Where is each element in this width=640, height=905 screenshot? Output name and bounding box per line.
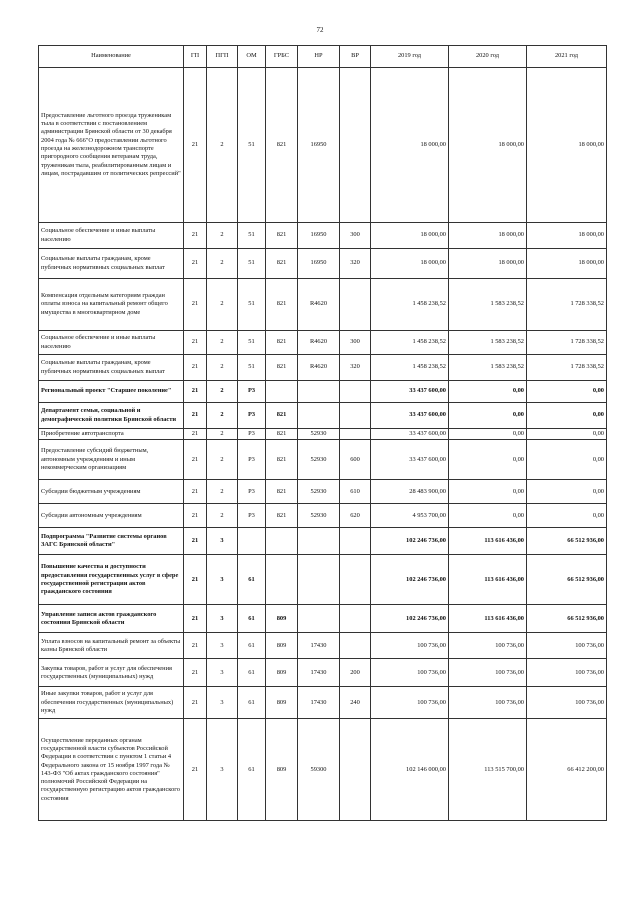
cell-2020: 18 000,00 xyxy=(449,249,527,279)
cell-grbs: 821 xyxy=(266,249,298,279)
cell-2020: 113 616 436,00 xyxy=(449,528,527,555)
cell-nr: 59300 xyxy=(298,719,340,821)
cell-vr xyxy=(340,555,371,605)
cell-om: 61 xyxy=(238,687,266,719)
cell-grbs: 821 xyxy=(266,440,298,480)
cell-pgp: 2 xyxy=(207,68,238,223)
cell-vr xyxy=(340,403,371,429)
header-pgp: ПГП xyxy=(207,46,238,68)
cell-om: 51 xyxy=(238,223,266,249)
cell-vr: 200 xyxy=(340,659,371,687)
cell-grbs: 821 xyxy=(266,223,298,249)
cell-vr xyxy=(340,429,371,440)
cell-nr xyxy=(298,555,340,605)
cell-grbs: 809 xyxy=(266,605,298,633)
cell-2021: 0,00 xyxy=(527,504,607,528)
table-row xyxy=(39,355,607,381)
cell-name: Осуществление переданных органам государственной власти субъектов Российской Федерации в соответствии с пунктом 1 статьи 4 Федерального закона от 15 ноября 1997 года № 143-ФЗ "Об актах гражданского состояния" полномочий Российской Федерации на государственную регистрацию актов гражданского состояния xyxy=(39,719,184,821)
cell-gp: 21 xyxy=(184,633,207,659)
cell-nr: 16950 xyxy=(298,223,340,249)
cell-name: Предоставление субсидий бюджетным, автономным учреждениям и иным некоммерческим организациям xyxy=(39,440,184,480)
cell-name: Управление записи актов гражданского состояния Брянской области xyxy=(39,605,184,633)
cell-pgp: 2 xyxy=(207,440,238,480)
cell-2019: 1 458 238,52 xyxy=(371,331,449,355)
cell-2021: 66 512 936,00 xyxy=(527,605,607,633)
cell-2020: 0,00 xyxy=(449,504,527,528)
cell-2019: 102 246 736,00 xyxy=(371,528,449,555)
cell-name: Приобретение автотранспорта xyxy=(39,429,184,440)
cell-2019: 100 736,00 xyxy=(371,659,449,687)
table-row xyxy=(39,480,607,504)
cell-vr xyxy=(340,68,371,223)
cell-2019: 28 483 900,00 xyxy=(371,480,449,504)
table-body xyxy=(39,68,607,821)
cell-nr: 17430 xyxy=(298,633,340,659)
budget-table xyxy=(38,45,607,821)
cell-vr: 240 xyxy=(340,687,371,719)
header-2019: 2019 год xyxy=(371,46,449,68)
cell-om: 61 xyxy=(238,719,266,821)
page-number: 72 xyxy=(316,26,324,34)
cell-vr: 600 xyxy=(340,440,371,480)
cell-nr: 16950 xyxy=(298,249,340,279)
cell-2019: 1 458 238,52 xyxy=(371,279,449,331)
table-row xyxy=(39,687,607,719)
cell-vr: 320 xyxy=(340,355,371,381)
header-vr: ВР xyxy=(340,46,371,68)
cell-pgp: 3 xyxy=(207,719,238,821)
cell-om: P3 xyxy=(238,403,266,429)
cell-name: Компенсация отдельным категориям граждан оплаты взноса на капитальный ремонт общего имущества в многоквартирном доме xyxy=(39,279,184,331)
cell-name: Иные закупки товаров, работ и услуг для обеспечения государственных (муниципальных) нужд xyxy=(39,687,184,719)
cell-2020: 100 736,00 xyxy=(449,659,527,687)
cell-gp: 21 xyxy=(184,223,207,249)
cell-vr xyxy=(340,528,371,555)
cell-name: Закупка товаров, работ и услуг для обеспечения государственных (муниципальных) нужд xyxy=(39,659,184,687)
cell-gp: 21 xyxy=(184,719,207,821)
cell-nr: R4620 xyxy=(298,355,340,381)
cell-gp: 21 xyxy=(184,68,207,223)
cell-pgp: 3 xyxy=(207,528,238,555)
cell-om: P3 xyxy=(238,440,266,480)
cell-pgp: 2 xyxy=(207,504,238,528)
cell-2021: 66 412 200,00 xyxy=(527,719,607,821)
cell-2020: 100 736,00 xyxy=(449,633,527,659)
cell-grbs xyxy=(266,528,298,555)
cell-nr xyxy=(298,605,340,633)
cell-gp: 21 xyxy=(184,249,207,279)
cell-om: P3 xyxy=(238,504,266,528)
cell-gp: 21 xyxy=(184,528,207,555)
cell-pgp: 3 xyxy=(207,633,238,659)
cell-2019: 100 736,00 xyxy=(371,687,449,719)
cell-om: P3 xyxy=(238,429,266,440)
header-grbs: ГРБС xyxy=(266,46,298,68)
cell-grbs: 821 xyxy=(266,279,298,331)
cell-gp: 21 xyxy=(184,555,207,605)
cell-2019: 102 146 000,00 xyxy=(371,719,449,821)
cell-2020: 0,00 xyxy=(449,403,527,429)
cell-om: 51 xyxy=(238,68,266,223)
table-row xyxy=(39,279,607,331)
cell-2020: 0,00 xyxy=(449,381,527,403)
cell-pgp: 2 xyxy=(207,331,238,355)
table-row xyxy=(39,403,607,429)
header-nr: НР xyxy=(298,46,340,68)
table-row xyxy=(39,381,607,403)
cell-nr: R4620 xyxy=(298,279,340,331)
cell-2021: 1 728 338,52 xyxy=(527,355,607,381)
cell-grbs: 809 xyxy=(266,719,298,821)
cell-vr: 620 xyxy=(340,504,371,528)
cell-grbs: 821 xyxy=(266,403,298,429)
cell-pgp: 2 xyxy=(207,279,238,331)
cell-nr: 52930 xyxy=(298,429,340,440)
cell-gp: 21 xyxy=(184,403,207,429)
table-row xyxy=(39,440,607,480)
cell-gp: 21 xyxy=(184,440,207,480)
cell-pgp: 3 xyxy=(207,687,238,719)
cell-2021: 18 000,00 xyxy=(527,249,607,279)
cell-gp: 21 xyxy=(184,480,207,504)
cell-om: 61 xyxy=(238,633,266,659)
cell-2020: 0,00 xyxy=(449,429,527,440)
header-name: Наименование xyxy=(39,46,184,68)
cell-nr: 52930 xyxy=(298,480,340,504)
cell-2019: 33 437 600,00 xyxy=(371,429,449,440)
cell-grbs: 821 xyxy=(266,429,298,440)
cell-gp: 21 xyxy=(184,605,207,633)
table-row xyxy=(39,659,607,687)
cell-nr: 17430 xyxy=(298,687,340,719)
cell-2021: 0,00 xyxy=(527,440,607,480)
cell-vr: 320 xyxy=(340,249,371,279)
cell-2019: 33 437 600,00 xyxy=(371,381,449,403)
cell-2020: 113 616 436,00 xyxy=(449,555,527,605)
cell-2019: 18 000,00 xyxy=(371,223,449,249)
cell-om: 61 xyxy=(238,555,266,605)
cell-gp: 21 xyxy=(184,279,207,331)
cell-2019: 1 458 238,52 xyxy=(371,355,449,381)
table-row xyxy=(39,555,607,605)
cell-name: Подпрограмма "Развитие системы органов ЗАГС Брянской области" xyxy=(39,528,184,555)
cell-name: Социальное обеспечение и иные выплаты населению xyxy=(39,331,184,355)
cell-pgp: 2 xyxy=(207,249,238,279)
cell-name: Социальное обеспечение и иные выплаты населению xyxy=(39,223,184,249)
cell-nr: 16950 xyxy=(298,68,340,223)
table-row xyxy=(39,504,607,528)
table-row xyxy=(39,633,607,659)
cell-name: Социальные выплаты гражданам, кроме публичных нормативных социальных выплат xyxy=(39,355,184,381)
cell-gp: 21 xyxy=(184,429,207,440)
cell-vr xyxy=(340,719,371,821)
cell-2020: 1 583 238,52 xyxy=(449,331,527,355)
cell-2019: 4 953 700,00 xyxy=(371,504,449,528)
table-row xyxy=(39,249,607,279)
cell-gp: 21 xyxy=(184,355,207,381)
cell-pgp: 3 xyxy=(207,605,238,633)
cell-vr xyxy=(340,381,371,403)
cell-2021: 100 736,00 xyxy=(527,659,607,687)
table-row xyxy=(39,68,607,223)
cell-2020: 1 583 238,52 xyxy=(449,279,527,331)
cell-grbs: 809 xyxy=(266,687,298,719)
cell-vr xyxy=(340,605,371,633)
cell-2021: 18 000,00 xyxy=(527,68,607,223)
cell-grbs: 809 xyxy=(266,659,298,687)
cell-om: 51 xyxy=(238,279,266,331)
cell-2020: 0,00 xyxy=(449,440,527,480)
cell-2021: 66 512 936,00 xyxy=(527,555,607,605)
cell-om: 61 xyxy=(238,659,266,687)
cell-nr: 17430 xyxy=(298,659,340,687)
cell-pgp: 2 xyxy=(207,429,238,440)
cell-2019: 18 000,00 xyxy=(371,249,449,279)
cell-pgp: 2 xyxy=(207,403,238,429)
cell-pgp: 2 xyxy=(207,480,238,504)
cell-2020: 18 000,00 xyxy=(449,68,527,223)
cell-name: Предоставление льготного проезда труженикам тыла в соответствии с постановлением администрации Брянской области от 30 декабря 2004 года № 666"О предоставлении льготного проезда на железнодорожном транспорте пригородного сообщения ветеранам труда, труженикам тыла, реабилитированным лицам и лицам, пострадавшим от политических репрессий" xyxy=(39,68,184,223)
cell-nr xyxy=(298,528,340,555)
cell-grbs: 821 xyxy=(266,480,298,504)
cell-vr xyxy=(340,279,371,331)
cell-nr xyxy=(298,403,340,429)
cell-2019: 102 246 736,00 xyxy=(371,555,449,605)
table-row xyxy=(39,429,607,440)
cell-2020: 100 736,00 xyxy=(449,687,527,719)
cell-gp: 21 xyxy=(184,331,207,355)
table-row xyxy=(39,223,607,249)
cell-nr: R4620 xyxy=(298,331,340,355)
cell-om: 51 xyxy=(238,331,266,355)
cell-pgp: 2 xyxy=(207,381,238,403)
cell-2021: 0,00 xyxy=(527,403,607,429)
header-om: ОМ xyxy=(238,46,266,68)
cell-nr: 52930 xyxy=(298,504,340,528)
header-row xyxy=(39,46,607,68)
cell-gp: 21 xyxy=(184,504,207,528)
cell-2021: 0,00 xyxy=(527,429,607,440)
header-gp: ГП xyxy=(184,46,207,68)
cell-2021: 100 736,00 xyxy=(527,633,607,659)
cell-pgp: 3 xyxy=(207,659,238,687)
cell-om: P3 xyxy=(238,381,266,403)
cell-grbs xyxy=(266,555,298,605)
cell-2020: 18 000,00 xyxy=(449,223,527,249)
table-row xyxy=(39,331,607,355)
cell-2021: 18 000,00 xyxy=(527,223,607,249)
cell-om: 61 xyxy=(238,605,266,633)
cell-2020: 0,00 xyxy=(449,480,527,504)
cell-name: Департамент семьи, социальной и демографической политики Брянской области xyxy=(39,403,184,429)
cell-2021: 1 728 338,52 xyxy=(527,279,607,331)
cell-nr xyxy=(298,381,340,403)
cell-grbs xyxy=(266,381,298,403)
cell-2021: 100 736,00 xyxy=(527,687,607,719)
cell-2021: 0,00 xyxy=(527,381,607,403)
cell-gp: 21 xyxy=(184,381,207,403)
cell-vr xyxy=(340,633,371,659)
cell-grbs: 821 xyxy=(266,504,298,528)
cell-vr: 610 xyxy=(340,480,371,504)
cell-pgp: 2 xyxy=(207,355,238,381)
cell-pgp: 2 xyxy=(207,223,238,249)
cell-2020: 1 583 238,52 xyxy=(449,355,527,381)
cell-2019: 33 437 600,00 xyxy=(371,440,449,480)
table-row xyxy=(39,528,607,555)
cell-grbs: 821 xyxy=(266,355,298,381)
cell-gp: 21 xyxy=(184,687,207,719)
cell-om: 51 xyxy=(238,249,266,279)
table-row xyxy=(39,605,607,633)
cell-name: Уплата взносов на капитальный ремонт за объекты казны Брянской области xyxy=(39,633,184,659)
header-2021: 2021 год xyxy=(527,46,607,68)
cell-2020: 113 515 700,00 xyxy=(449,719,527,821)
cell-name: Повышение качества и доступности предоставления государственных услуг в сфере государственной регистрации актов гражданского состояния xyxy=(39,555,184,605)
cell-om: P3 xyxy=(238,480,266,504)
cell-grbs: 809 xyxy=(266,633,298,659)
cell-grbs: 821 xyxy=(266,68,298,223)
cell-name: Региональный проект "Старшее поколение" xyxy=(39,381,184,403)
cell-2019: 102 246 736,00 xyxy=(371,605,449,633)
cell-om: 51 xyxy=(238,355,266,381)
cell-vr: 300 xyxy=(340,223,371,249)
cell-2019: 18 000,00 xyxy=(371,68,449,223)
cell-2021: 1 728 338,52 xyxy=(527,331,607,355)
cell-name: Социальные выплаты гражданам, кроме публичных нормативных социальных выплат xyxy=(39,249,184,279)
cell-gp: 21 xyxy=(184,659,207,687)
cell-vr: 300 xyxy=(340,331,371,355)
cell-nr: 52930 xyxy=(298,440,340,480)
header-2020: 2020 год xyxy=(449,46,527,68)
cell-om xyxy=(238,528,266,555)
cell-2021: 66 512 936,00 xyxy=(527,528,607,555)
cell-pgp: 3 xyxy=(207,555,238,605)
cell-2019: 33 437 600,00 xyxy=(371,403,449,429)
cell-name: Субсидии бюджетным учреждениям xyxy=(39,480,184,504)
cell-grbs: 821 xyxy=(266,331,298,355)
cell-2019: 100 736,00 xyxy=(371,633,449,659)
table-row xyxy=(39,719,607,821)
cell-2020: 113 616 436,00 xyxy=(449,605,527,633)
cell-2021: 0,00 xyxy=(527,480,607,504)
cell-name: Субсидии автономным учреждениям xyxy=(39,504,184,528)
